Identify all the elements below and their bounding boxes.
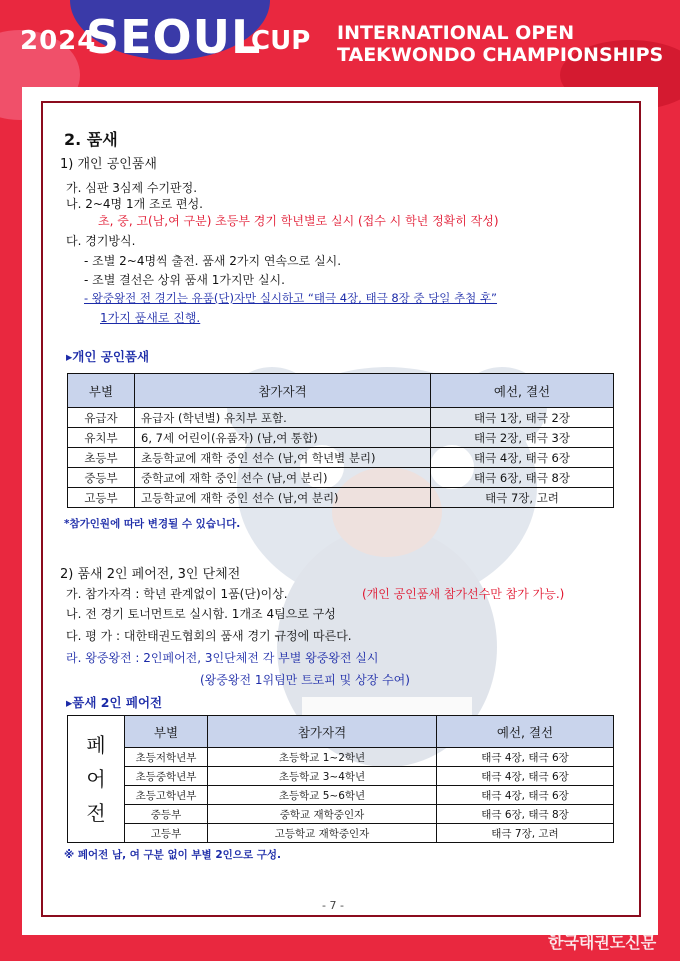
side-label-char: 페: [86, 733, 106, 757]
table-cell: 초등학교 3~4학년: [208, 767, 437, 786]
pair-heading: 2) 품새 2인 페어전, 3인 단체전: [60, 567, 241, 582]
banner-year: 2024: [20, 26, 97, 56]
table-cell: 태극 4장, 태극 6장: [437, 786, 614, 805]
table-cell: 유급자 (학년별) 유치부 포함.: [135, 408, 431, 428]
pair-table-title: ▸품새 2인 페어전: [66, 695, 163, 710]
table-header: 참가자격: [208, 716, 437, 748]
table-cell: 고등부: [125, 824, 208, 843]
side-label-char: 전: [86, 801, 106, 825]
method-2: - 조별 결선은 상위 품새 1가지만 실시.: [84, 273, 285, 287]
pair-item-da: 다. 평 가 : 대한태권도협회의 품새 경기 규정에 따른다.: [66, 629, 352, 643]
pair-item-na: 나. 전 경기 토너먼트로 실시함. 1개조 4팀으로 구성: [66, 607, 336, 621]
table-cell: 초등중학년부: [125, 767, 208, 786]
table-cell: 초등고학년부: [125, 786, 208, 805]
document-page: [22, 87, 658, 935]
table-cell: 유급자: [68, 408, 135, 428]
table-row: [68, 448, 614, 468]
individual-item-na-note: 초, 중, 고(남,여 구분) 초등부 경기 학년별로 실시 (접수 시 학년 정확히 작성): [98, 214, 499, 228]
table-header: 예선, 결선: [437, 716, 614, 748]
table-row: [68, 468, 614, 488]
table-cell: 태극 6장, 태극 8장: [431, 468, 614, 488]
table-cell: 태극 2장, 태극 3장: [431, 428, 614, 448]
side-label-char: 어: [86, 767, 106, 791]
individual-item-da: 다. 경기방식.: [66, 234, 136, 248]
section-title: 2. 품새: [64, 130, 118, 149]
table-cell: 태극 4장, 태극 6장: [431, 448, 614, 468]
page-number: - 7 -: [322, 899, 344, 912]
table-cell: 중등부: [125, 805, 208, 824]
table-cell: 중학교 재학중인자: [208, 805, 437, 824]
table-header: 참가자격: [135, 374, 431, 408]
individual-table-title: ▸개인 공인품새: [66, 349, 150, 364]
pair-poomsae-table: [67, 715, 614, 843]
table-cell: 초등부: [68, 448, 135, 468]
table-cell: 초등저학년부: [125, 748, 208, 767]
table-cell: 6, 7세 어린이(유품자) (남,여 통합): [135, 428, 431, 448]
table-header: 예선, 결선: [431, 374, 614, 408]
pair-item-ga-note: (개인 공인품새 참가선수만 참가 가능.): [362, 587, 565, 601]
method-3: - 왕중왕전 전 경기는 유품(단)자만 실시하고 “태극 4장, 태극 8장 중 당일 추첨 후”: [84, 291, 498, 305]
table-cell: 태극 7장, 고려: [431, 488, 614, 508]
table-cell: 초등학교 5~6학년: [208, 786, 437, 805]
pair-item-ra-2: (왕중왕전 1위팀만 트로피 및 상장 수여): [200, 673, 410, 687]
individual-heading: 1) 개인 공인품새: [60, 157, 157, 172]
banner-title-line2: TAEKWONDO CHAMPIONSHIPS: [337, 44, 664, 66]
table-header: 부별: [68, 374, 135, 408]
table-cell: 태극 4장, 태극 6장: [437, 767, 614, 786]
banner-cup: CUP: [251, 26, 311, 56]
banner-brand: SEOUL: [86, 10, 262, 64]
banner-title-line1: INTERNATIONAL OPEN: [337, 22, 575, 44]
table-row: [68, 748, 614, 767]
table-cell: 유치부: [68, 428, 135, 448]
table-cell: 고등학교 재학중인자: [208, 824, 437, 843]
individual-item-ga: 가. 심판 3심제 수기판정.: [66, 181, 198, 195]
table-cell: 태극 4장, 태극 6장: [437, 748, 614, 767]
individual-table-note: *참가인원에 따라 변경될 수 있습니다.: [64, 518, 241, 530]
table-cell: 고등부: [68, 488, 135, 508]
table-row: [68, 428, 614, 448]
header-banner: [0, 0, 680, 90]
table-cell: 초등학교 1~2학년: [208, 748, 437, 767]
table-cell: 초등학교에 재학 중인 선수 (남,여 학년별 분리): [135, 448, 431, 468]
table-row: [68, 786, 614, 805]
table-cell: 중등부: [68, 468, 135, 488]
method-1: - 조별 2~4명씩 출전. 품새 2가지 연속으로 실시.: [84, 254, 342, 268]
pair-item-ra: 라. 왕중왕전 : 2인페어전, 3인단체전 각 부별 왕중왕전 실시: [66, 651, 379, 665]
individual-poomsae-table: [67, 373, 614, 508]
pair-table-note: ※ 페어전 남, 여 구분 없이 부별 2인으로 구성.: [64, 849, 282, 861]
newspaper-watermark: 한국태권도신문: [548, 933, 657, 952]
table-cell: 태극 1장, 태극 2장: [431, 408, 614, 428]
method-3b: 1가지 품새로 진행.: [100, 311, 201, 325]
table-cell: 중학교에 재학 중인 선수 (남,여 분리): [135, 468, 431, 488]
table-header: 부별: [125, 716, 208, 748]
table-cell: 태극 6장, 태극 8장: [437, 805, 614, 824]
table-row: [68, 488, 614, 508]
table-cell: 고등학교에 재학 중인 선수 (남,여 분리): [135, 488, 431, 508]
table-row: [68, 824, 614, 843]
pair-side-label: [68, 716, 125, 843]
table-cell: 태극 7장, 고려: [437, 824, 614, 843]
table-row: [68, 805, 614, 824]
table-row: [68, 408, 614, 428]
pair-item-ga: 가. 참가자격 : 학년 관계없이 1품(단)이상.: [66, 587, 288, 601]
individual-item-na: 나. 2~4명 1개 조로 편성.: [66, 197, 203, 211]
table-row: [68, 767, 614, 786]
